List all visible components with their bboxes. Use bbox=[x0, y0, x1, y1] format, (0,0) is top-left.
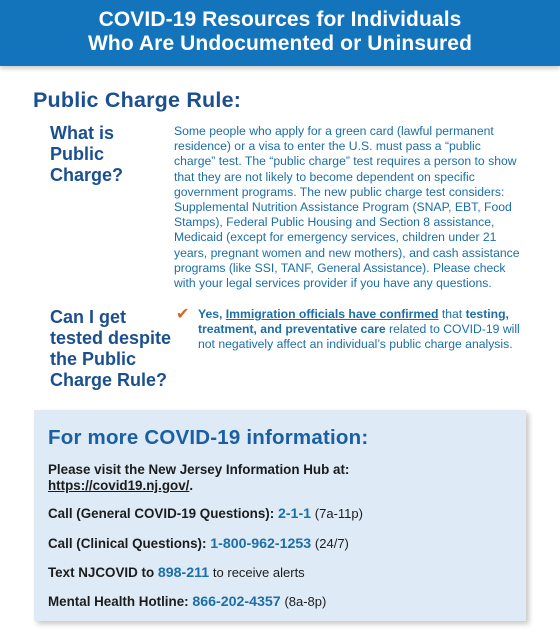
banner-title-line-1: COVID-19 Resources for Individuals bbox=[98, 8, 462, 31]
answer-rest: related to COVID-19 will not negatively affect an individual’s public charge analysis. bbox=[198, 322, 520, 352]
header-banner bbox=[0, 0, 560, 66]
answer-that: that bbox=[441, 307, 463, 321]
row-note: (7a-11p) bbox=[314, 506, 363, 521]
text-number[interactable]: 898-211 bbox=[157, 565, 210, 581]
info-row-clinical bbox=[48, 536, 349, 552]
visit-period: . bbox=[189, 478, 194, 493]
answer-yes: Yes, bbox=[198, 307, 223, 321]
row-label: Text NJCOVID to bbox=[48, 565, 155, 580]
info-row-mental-health bbox=[48, 594, 326, 610]
info-visit-row bbox=[48, 462, 518, 494]
faq-question-testing: Can I get tested despite the Public Charge Rule? bbox=[50, 307, 172, 390]
checkmark-icon: ✔ bbox=[176, 306, 190, 323]
phone-number[interactable]: 866-202-4357 bbox=[192, 594, 281, 610]
row-label: Call (Clinical Questions): bbox=[48, 536, 207, 551]
visit-text: Please visit the New Jersey Information Hub at: bbox=[48, 462, 350, 477]
faq-answer-testing bbox=[198, 307, 528, 353]
answer-bold-phrase: testing, treatment, and preventative care bbox=[198, 307, 509, 337]
row-note: (24/7) bbox=[314, 536, 349, 551]
immigration-officials-link[interactable]: Immigration officials have confirmed bbox=[225, 307, 439, 321]
info-box bbox=[34, 410, 526, 621]
faq-answer-public-charge: Some people who apply for a green card (lawful permanent residence) or a visa to enter the U.S. must pass a “public charge” test. The “public charge” test requires a person to show that they are not likely to become dependent on specific government programs. The new public charge test considers: Supplemental Nutrition Assistance Program (SNAP, EBT, Food Stamps), Federal Public Housing and Section 8 assistance, Medicaid (except for emergency services, children under 21 years, pregnant women and new mothers), and cash assistance programs (like SSI, TANF, General Assistance). Please check with your legal services provider if you have any questions. bbox=[174, 124, 520, 291]
phone-number[interactable]: 2-1-1 bbox=[277, 506, 312, 522]
row-label: Call (General COVID-19 Questions): bbox=[48, 506, 275, 521]
row-note: to receive alerts bbox=[212, 565, 305, 580]
phone-number[interactable]: 1-800-962-1253 bbox=[210, 536, 312, 552]
row-label: Mental Health Hotline: bbox=[48, 594, 189, 609]
info-heading: For more COVID-19 information: bbox=[48, 426, 369, 449]
row-note: (8a-8p) bbox=[284, 594, 327, 609]
covid-hub-link[interactable]: https://covid19.nj.gov/ bbox=[48, 478, 190, 493]
section-title: Public Charge Rule: bbox=[33, 88, 242, 112]
banner-title-line-2: Who Are Undocumented or Uninsured bbox=[87, 32, 473, 55]
info-row-general bbox=[48, 506, 363, 522]
faq-question-public-charge: What is Public Charge? bbox=[50, 123, 124, 185]
info-row-text bbox=[48, 565, 305, 581]
